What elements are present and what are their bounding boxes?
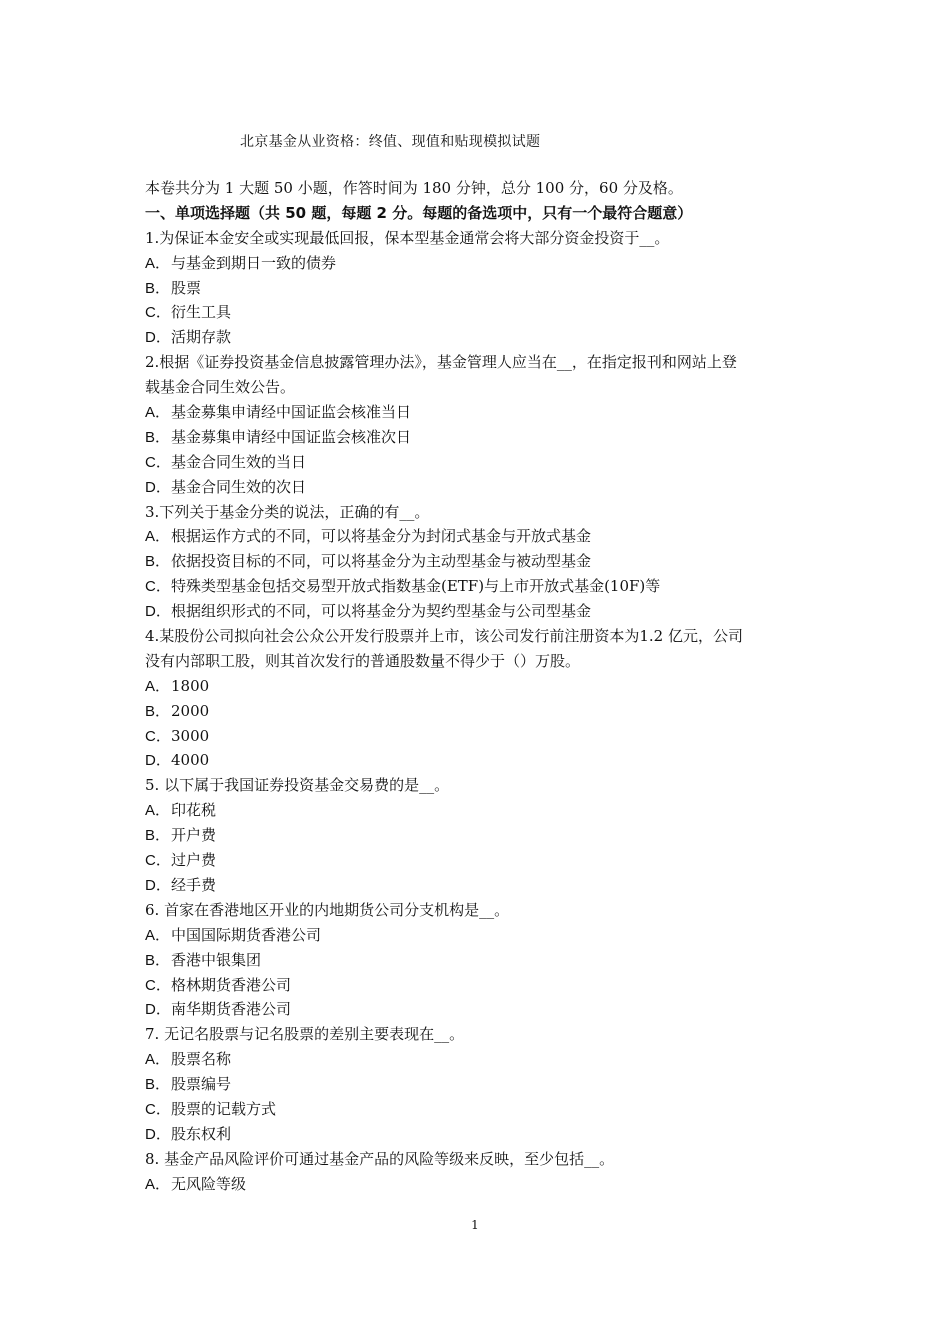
option-letter: B． [145, 279, 171, 297]
option-letter: A． [145, 254, 171, 272]
option-letter: C． [145, 727, 171, 745]
option-letter: D． [145, 603, 171, 621]
option-text: 股票名称 [171, 1050, 232, 1069]
question-8 [145, 1147, 815, 1197]
option-text: 4000 [171, 751, 210, 770]
answer-option [145, 674, 815, 699]
option-text: 基金募集申请经中国证监会核准当日 [171, 403, 412, 422]
answer-option [145, 1172, 815, 1197]
question-stem-line: 载基金合同生效公告。 [145, 378, 296, 397]
option-text: 格林期货香港公司 [171, 975, 292, 994]
answer-option [145, 450, 815, 475]
answer-option [145, 400, 815, 425]
option-letter: C． [145, 578, 171, 596]
option-letter: D． [145, 1001, 171, 1019]
option-letter: B． [145, 951, 171, 969]
option-text: 特殊类型基金包括交易型开放式指数基金(ETF)与上市开放式基金(10F)等 [171, 577, 661, 596]
option-text: 股票编号 [171, 1075, 232, 1094]
exam-intro: 本卷共分为 1 大题 50 小题，作答时间为 180 分钟，总分 100 分，60 分及格。 [145, 179, 683, 197]
option-text: 经手费 [171, 875, 217, 894]
option-letter: C． [145, 453, 171, 471]
option-letter: A． [145, 528, 171, 546]
option-letter: A． [145, 1175, 171, 1193]
option-text: 依据投资目标的不同，可以将基金分为主动型基金与被动型基金 [171, 552, 592, 571]
option-letter: A． [145, 802, 171, 820]
option-text: 1800 [171, 676, 210, 695]
answer-option [145, 798, 815, 823]
option-text: 香港中银集团 [171, 950, 262, 969]
answer-option [145, 923, 815, 948]
option-text: 南华期货香港公司 [171, 1000, 292, 1019]
option-text: 2000 [171, 701, 210, 720]
option-text: 印花税 [171, 801, 217, 820]
answer-option [145, 873, 815, 898]
question-stem-line: 8. 基金产品风险评价可通过基金产品的风险等级来反映，至少包括__。 [145, 1149, 615, 1168]
option-letter: A． [145, 404, 171, 422]
option-text: 根据组织形式的不同，可以将基金分为契约型基金与公司型基金 [171, 602, 592, 621]
answer-option [145, 524, 815, 549]
option-text: 中国国际期货香港公司 [171, 925, 322, 944]
answer-option [145, 823, 815, 848]
answer-option [145, 475, 815, 500]
question-3 [145, 500, 815, 624]
answer-option [145, 549, 815, 574]
answer-option [145, 300, 815, 325]
answer-option [145, 425, 815, 450]
option-letter: D． [145, 329, 171, 347]
option-letter: B． [145, 1076, 171, 1094]
option-text: 根据运作方式的不同，可以将基金分为封闭式基金与开放式基金 [171, 527, 592, 546]
option-letter: B． [145, 553, 171, 571]
question-stem-line: 4.某股份公司拟向社会公众公开发行股票并上市，该公司发行前注册资本为1.2 亿元，公司 [145, 627, 743, 646]
option-letter: D． [145, 1125, 171, 1143]
document-title: 北京基金从业资格：终值、现值和贴现模拟试题 [240, 134, 541, 150]
option-text: 基金募集申请经中国证监会核准次日 [171, 427, 412, 446]
question-5 [145, 773, 815, 897]
option-text: 过户费 [171, 851, 217, 870]
page-number: 1 [471, 1218, 479, 1232]
option-letter: A． [145, 677, 171, 695]
option-letter: C． [145, 1100, 171, 1118]
question-2 [145, 350, 815, 499]
answer-option [145, 848, 815, 873]
question-6 [145, 898, 815, 1022]
question-7 [145, 1022, 815, 1146]
answer-option [145, 1097, 815, 1122]
option-letter: D． [145, 752, 171, 770]
question-list [145, 226, 815, 1197]
question-stem-line: 6. 首家在香港地区开业的内地期货公司分支机构是__。 [145, 900, 510, 919]
answer-option [145, 973, 815, 998]
question-stem-line: 7. 无记名股票与记名股票的差别主要表现在__。 [145, 1025, 465, 1044]
answer-option [145, 724, 815, 749]
section-title: 一、单项选择题（共 50 题，每题 2 分。每题的备选项中，只有一个最符合题意） [145, 203, 693, 222]
option-letter: A． [145, 1051, 171, 1069]
option-letter: C． [145, 976, 171, 994]
answer-option [145, 276, 815, 301]
option-letter: D． [145, 876, 171, 894]
question-stem-line: 2.根据《证券投资基金信息披露管理办法》，基金管理人应当在__，在指定报刊和网站上登 [145, 353, 737, 372]
answer-option [145, 1047, 815, 1072]
option-text: 活期存款 [171, 328, 232, 347]
option-letter: C． [145, 852, 171, 870]
question-1 [145, 226, 815, 350]
option-letter: B． [145, 702, 171, 720]
option-text: 股票 [171, 278, 202, 297]
answer-option [145, 748, 815, 773]
option-letter: A． [145, 926, 171, 944]
document-body [145, 176, 815, 1197]
answer-option [145, 997, 815, 1022]
answer-option [145, 574, 815, 599]
option-text: 无风险等级 [171, 1174, 247, 1193]
answer-option [145, 1072, 815, 1097]
option-letter: D． [145, 478, 171, 496]
option-text: 股票的记载方式 [171, 1099, 277, 1118]
question-stem-line: 没有内部职工股，则其首次发行的普通股数量不得少于（）万股。 [145, 651, 581, 670]
option-letter: C． [145, 304, 171, 322]
answer-option [145, 1122, 815, 1147]
option-text: 股东权利 [171, 1124, 232, 1143]
option-text: 基金合同生效的次日 [171, 477, 307, 496]
question-stem-line: 3.下列关于基金分类的说法，正确的有__。 [145, 502, 430, 521]
option-text: 衍生工具 [171, 303, 232, 322]
question-4 [145, 624, 815, 773]
option-text: 3000 [171, 726, 210, 745]
option-letter: B． [145, 827, 171, 845]
answer-option [145, 251, 815, 276]
answer-option [145, 325, 815, 350]
answer-option [145, 699, 815, 724]
option-letter: B． [145, 428, 171, 446]
answer-option [145, 948, 815, 973]
option-text: 开户费 [171, 826, 217, 845]
option-text: 基金合同生效的当日 [171, 452, 307, 471]
answer-option [145, 599, 815, 624]
question-stem-line: 1.为保证本金安全或实现最低回报，保本型基金通常会将大部分资金投资于__。 [145, 228, 670, 247]
question-stem-line: 5. 以下属于我国证券投资基金交易费的是__。 [145, 776, 450, 795]
option-text: 与基金到期日一致的债券 [171, 253, 337, 272]
